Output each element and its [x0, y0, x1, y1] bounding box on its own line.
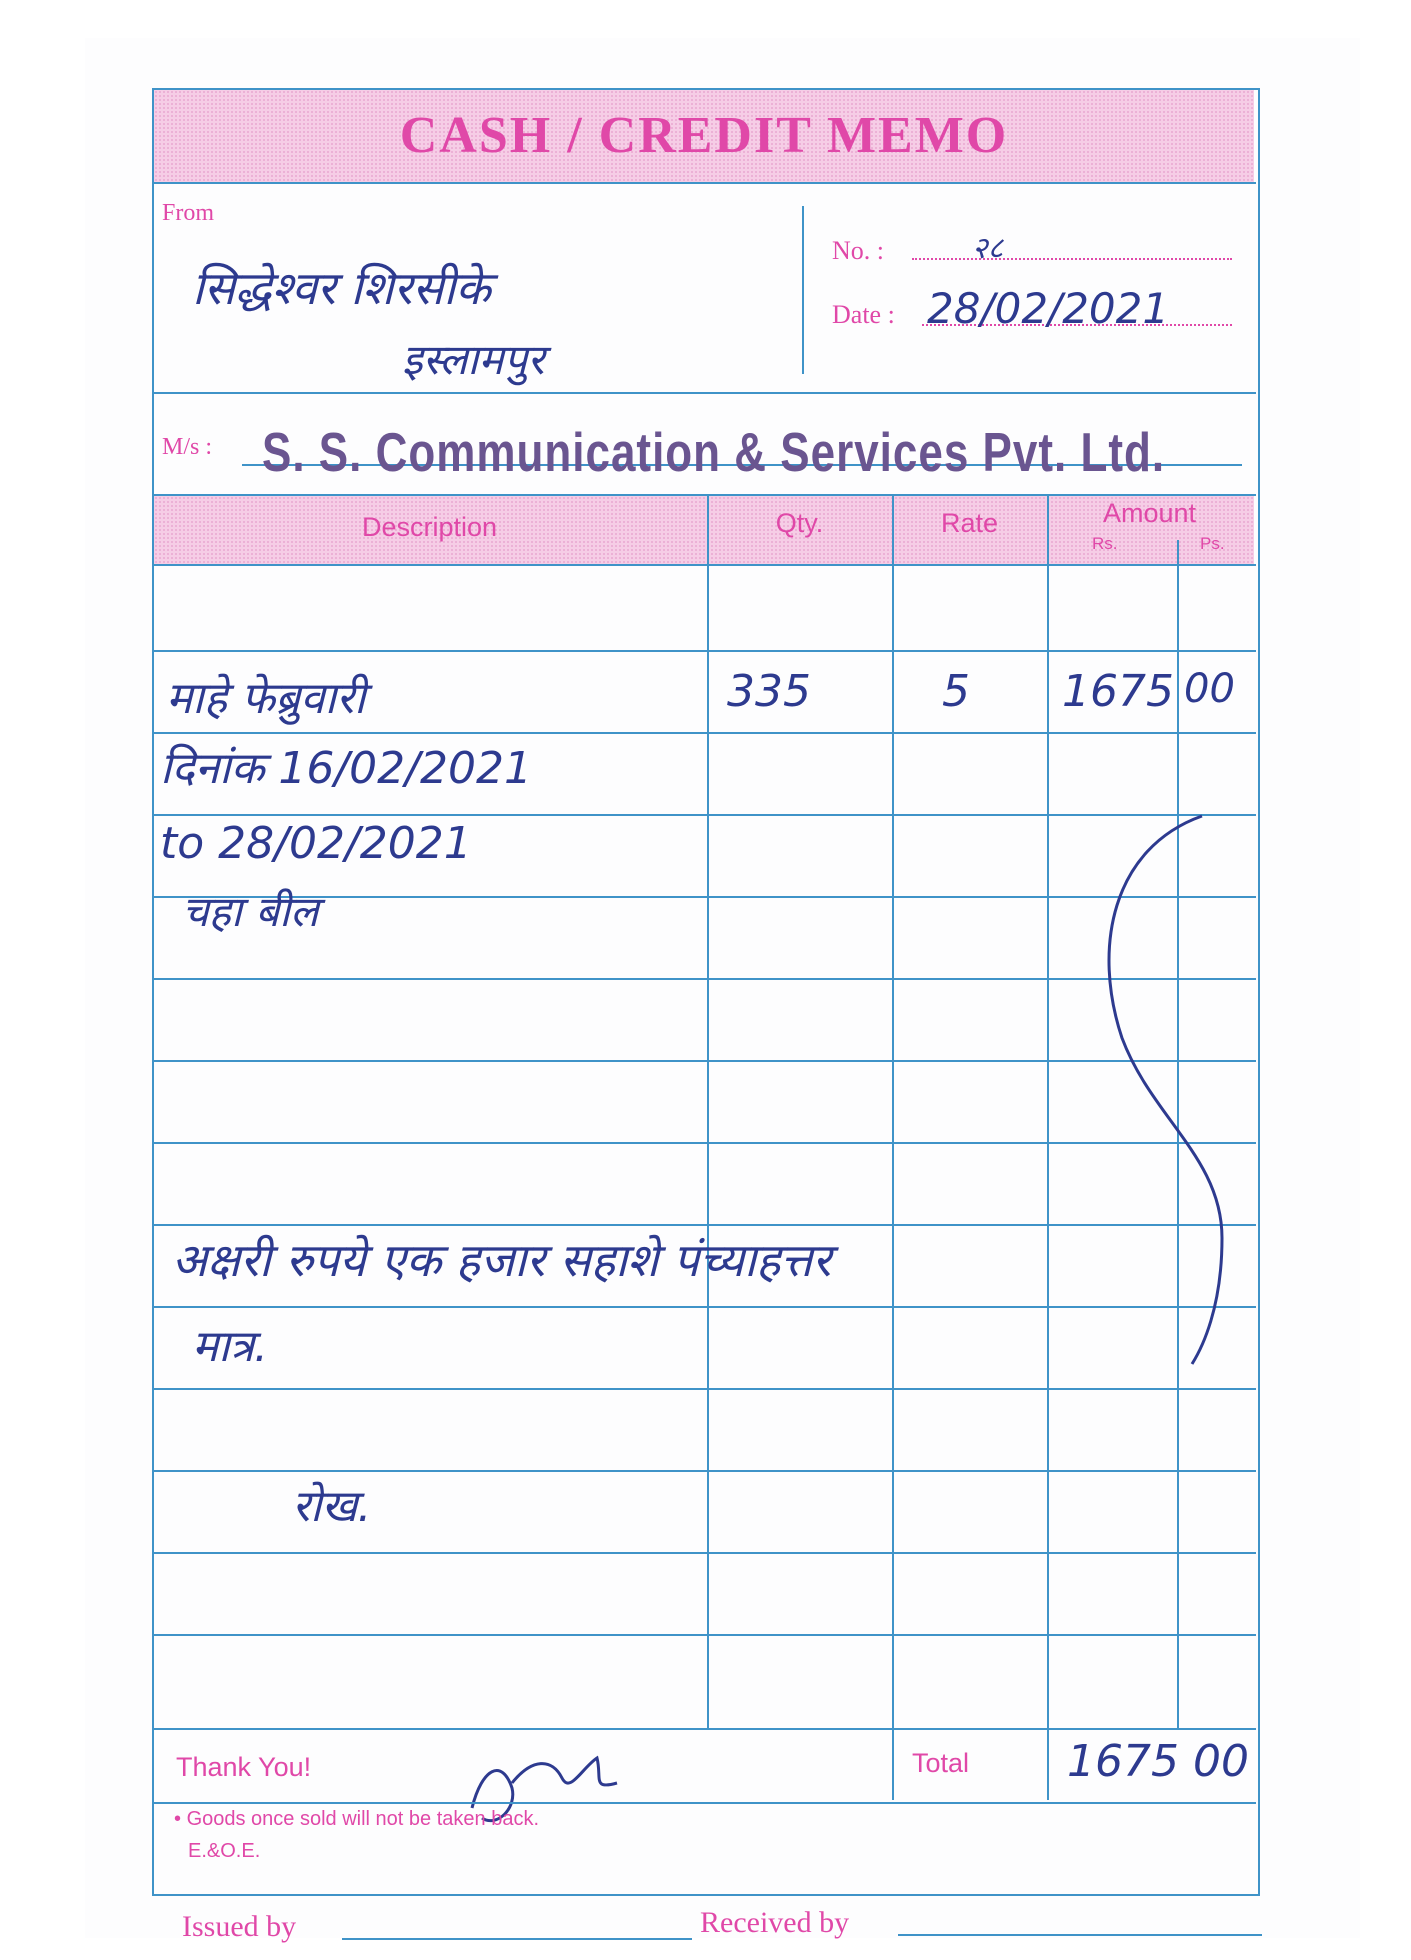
col-amount-header: Amount	[1102, 498, 1197, 528]
table-header-top	[152, 494, 1256, 496]
col-line-rate-amount	[1047, 494, 1049, 1800]
row-line-13	[152, 1634, 1256, 1636]
col-qty-header: Qty.	[775, 508, 824, 538]
row-1-ps: 00	[1184, 666, 1235, 712]
row-line-11	[152, 1470, 1256, 1472]
payment-mode: रोख.	[292, 1481, 372, 1532]
goods-note: • Goods once sold will not be taken back.	[174, 1808, 539, 1830]
from-label: From	[162, 200, 215, 226]
row-line-10	[152, 1388, 1256, 1390]
received-by-line	[898, 1934, 1262, 1936]
col-rs-header: Rs.	[1092, 534, 1118, 553]
issued-by-line	[342, 1938, 692, 1940]
title-divider	[152, 182, 1256, 184]
received-by-label: Received by	[700, 1906, 850, 1939]
row-1-qty: 335	[727, 666, 811, 717]
memo-title: CASH / CREDIT MEMO	[399, 107, 1009, 164]
handwritten-brace-mark	[1052, 808, 1252, 1368]
footer-top-divider	[152, 1802, 1256, 1804]
col-rate-header: Rate	[940, 508, 999, 538]
from-place: इस्लामपुर	[402, 335, 545, 384]
date-value: 28/02/2021	[927, 284, 1170, 333]
date-label: Date :	[832, 300, 895, 329]
no-label: No. :	[832, 236, 884, 265]
row-line-12	[152, 1552, 1256, 1554]
no-value: २८	[972, 231, 1004, 266]
issued-by-label: Issued by	[182, 1910, 297, 1943]
goods-note-text: Goods once sold will not be taken back.	[186, 1808, 539, 1830]
row-4-description: चहा बील	[182, 887, 319, 936]
total-label: Total	[912, 1748, 970, 1778]
from-name: सिद्धेश्वर शिरसीके	[192, 261, 491, 315]
col-line-desc-qty	[707, 494, 709, 1728]
row-1-rs: 1675	[1062, 666, 1174, 717]
col-ps-header: Ps.	[1200, 534, 1225, 553]
table-header-bottom	[152, 564, 1256, 566]
ms-stamp: S. S. Communication & Services Pvt. Ltd.	[262, 422, 1166, 484]
from-bottom-divider	[152, 392, 1256, 394]
col-description-header: Description	[361, 512, 498, 542]
col-line-qty-rate	[892, 494, 894, 1800]
amount-in-words-line1: अक्षरी रुपये एक हजार सहाशे पंच्याहत्तर	[172, 1233, 832, 1287]
eoe-text: E.&O.E.	[188, 1840, 261, 1862]
no-dotted-line	[912, 258, 1232, 260]
row-1-description: माहे फेब्रुवारी	[166, 673, 366, 724]
memo-sheet	[152, 88, 1260, 1900]
total-value: 1675 00	[1067, 1736, 1249, 1787]
row-line-2	[152, 732, 1256, 734]
amount-in-words-line2: मात्र.	[192, 1321, 268, 1372]
thank-you-text: Thank You!	[176, 1752, 312, 1782]
row-1-rate: 5	[942, 666, 970, 717]
row-2-description: दिनांक 16/02/2021	[160, 743, 532, 794]
from-divider	[802, 206, 804, 374]
ms-label: M/s :	[162, 434, 213, 460]
row-line-1	[152, 650, 1256, 652]
row-line-14	[152, 1728, 1256, 1730]
row-3-description: to 28/02/2021	[160, 818, 472, 869]
